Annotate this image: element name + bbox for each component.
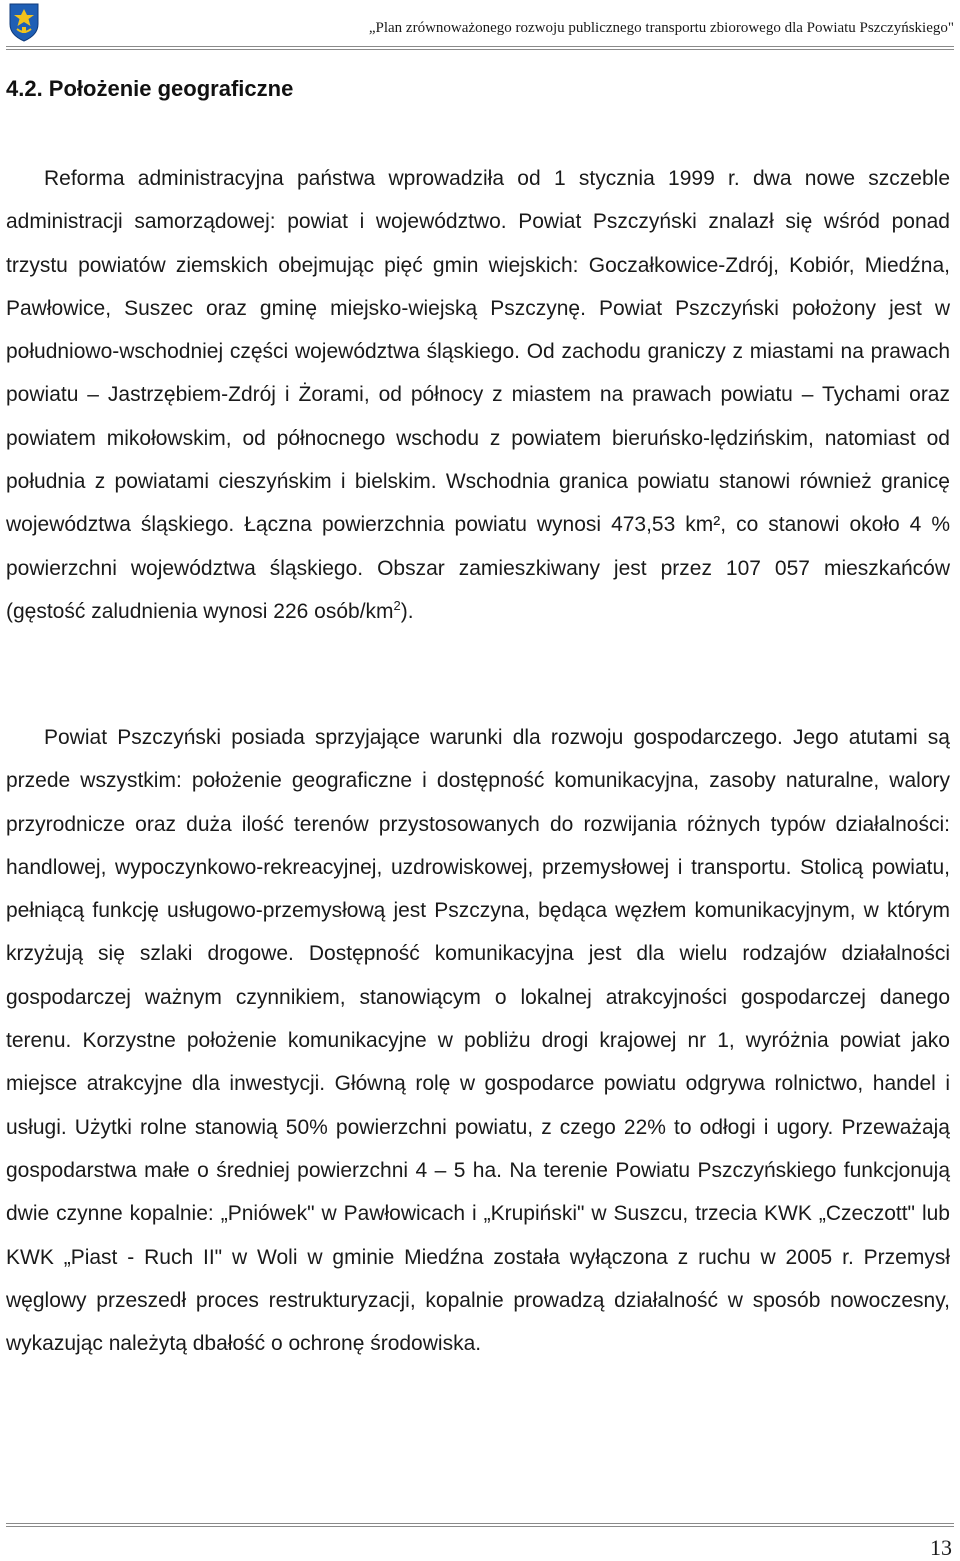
paragraph-geography-text: Reforma administracyjna państwa wprowadziła od 1 stycznia 1999 r. dwa nowe szczeble administracji samorządowej: powiat i województwo. Powiat Pszczyński znalazł się wśród ponad trzystu powiatów ziemskich obejmując pięć gmin wiejskich: Goczałkowice-Zdrój, Kobiór, Miedźna, Pawłowice, Suszec oraz gminę miejsko-wiejską Pszczynę. Powiat Pszczyński położony jest w południowo-wschodniej części województwa śląskiego. Od zachodu graniczy z miastami na prawach powiatu – Jastrzębiem-Zdrój i Żorami, od północy z miastem na prawach powiatu – Tychami oraz powiatem mikołowskim, od północnego wschodu z powiatem bieruńsko-lędzińskim, natomiast od południa z powiatami cieszyńskim i bielskim. Wschodnia granica powiatu stanowi również granicę województwa śląskiego. Łączna powierzchnia powiatu wynosi 473,53 km², co stanowi około 4 % powierzchni województwa śląskiego. Obszar zamieszkiwany jest przez 107 057 mieszkańców (gęstość zaludnienia wynosi 226 osób/km (6, 167, 950, 623)
paragraph-economy: Powiat Pszczyński posiada sprzyjające warunki dla rozwoju gospodarczego. Jego atutami są przede wszystkim: położenie geograficzne i dostępność komunikacyjna, zasoby naturalne, walory przyrodnicze oraz duża ilość terenów przystosowanych do rozwijania różnych typów działalności: handlowej, wypoczynkowo-rekreacyjnej, uzdrowiskowej, przemysłowej i transportu. Stolicą powiatu, pełniącą funkcję usługowo-przemysłową jest Pszczyna, będąca węzłem komunikacyjnym, w którym krzyżują się szlaki drogowe. Dostępność komunikacyjna jest dla wielu rodzajów działalności gospodarczej ważnym czynnikiem, stanowiącym o lokalnej atrakcyjności gospodarczej danego terenu. Korzystne położenie komunikacyjne w pobliżu drogi krajowej nr 1, wyróżnia powiat jako miejsce atrakcyjne dla inwestycji. Główną rolę w gospodarce powiatu odgrywa rolnictwo, handel i usługi. Użytki rolne stanowią 50% powierzchni powiatu, z czego 22% to odłogi i ugory. Przeważają gospodarstwa małe o średniej powierzchni 4 – 5 ha. Na terenie Powiatu Pszczyńskiego funkcjonują dwie czynne kopalnie: „Pniówek" w Pawłowicach i „Krupiński" w Suszcu, trzecia KWK „Czeczott" lub KWK „Piast - Ruch II" w Woli w gminie Miedźna została wyłączona z ruchu w 2005 r. Przemysł węglowy przeszedł proces restrukturyzacji, kopalnie prowadzą działalność w sposób nowoczesny, wykazując należytą dbałość o ochronę środowiska. (6, 726, 950, 1356)
paragraph-geography-end: ). (400, 599, 414, 623)
page-header (0, 0, 960, 52)
header-document-title: „Plan zrównoważonego rozwoju publicznego transportu zbiorowego dla Powiatu Pszczyńskiego" (368, 20, 954, 36)
paragraph-geography (6, 157, 950, 633)
superscript-two: 2 (393, 597, 401, 613)
section-heading: 4.2. Położenie geograficzne (6, 76, 294, 101)
footer-divider (6, 1523, 954, 1527)
coat-of-arms-icon (8, 2, 40, 42)
header-divider (6, 46, 954, 50)
page-number: 13 (930, 1535, 952, 1560)
